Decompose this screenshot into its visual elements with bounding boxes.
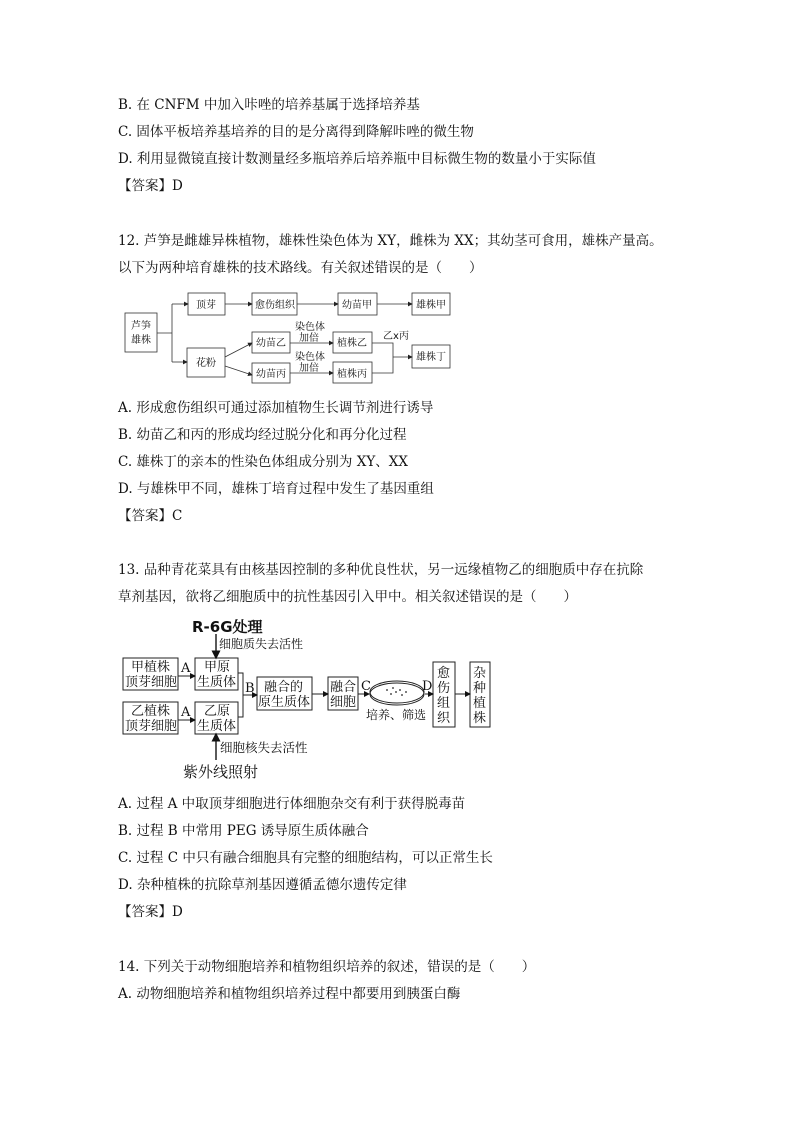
label-doubling: 加倍: [299, 363, 319, 374]
q13-option-b: B. 过程 B 中常用 PEG 诱导原生质体融合: [118, 823, 369, 839]
label-b: B: [245, 681, 255, 696]
label-a: A: [181, 705, 191, 720]
dish-colonies-icon: [386, 687, 407, 696]
q13-stem-1: 13. 品种青花菜具有由核基因控制的多种优良性状，另一远缘植物乙的细胞质中存在抗除: [118, 562, 644, 578]
q12-option-c: C. 雄株丁的亲本的性染色体组成分别为 XY、XX: [118, 454, 408, 470]
node-pollen: 花粉: [196, 358, 216, 369]
node-proto-b: 乙原: [204, 704, 231, 719]
label-c: C: [361, 679, 371, 694]
label-r6g: R-6G处理: [192, 618, 263, 636]
q11-answer: 【答案】D: [118, 178, 183, 194]
label-uv: 紫外线照射: [183, 763, 259, 781]
node-cell-a: 顶芽细胞: [125, 675, 178, 690]
node-seedling-b: 幼苗乙: [256, 338, 286, 349]
label-a: A: [181, 661, 191, 676]
node-callus: 愈伤组织: [255, 300, 295, 311]
label-doubling: 染色体: [295, 322, 325, 333]
node-hybrid: 株: [473, 711, 487, 726]
label-d: D: [422, 679, 433, 694]
node-hybrid: 植: [473, 696, 487, 711]
q13-stem-2: 草剂基因，欲将乙细胞质中的抗性基因引入甲中。相关叙述错误的是（ ）: [118, 589, 577, 605]
q13-option-a: A. 过程 A 中取顶芽细胞进行体细胞杂交有利于获得脱毒苗: [118, 796, 466, 812]
label-cyto-inactive: 细胞质失去活性: [219, 637, 304, 651]
node-proto-a: 甲原: [204, 660, 231, 675]
node-plant-c: 植株丙: [337, 369, 367, 380]
q11-option-b: B. 在 CNFM 中加入咔唑的培养基属于选择培养基: [118, 97, 420, 113]
node-cell-b: 乙植株: [131, 704, 171, 719]
q13-option-c: C. 过程 C 中只有融合细胞具有完整的细胞结构，可以正常生长: [118, 850, 493, 866]
label-culture: 培养、筛选: [366, 708, 427, 722]
node-start: 芦笋: [131, 321, 151, 332]
q13-option-d: D. 杂种植株的抗除草剂基因遵循孟德尔遗传定律: [118, 877, 407, 893]
q12-option-d: D. 与雄株甲不同，雄株丁培育过程中发生了基因重组: [118, 481, 434, 497]
node-proto-a: 生质体: [197, 675, 237, 690]
node-cell-a: 甲植株: [131, 660, 171, 675]
node-hybrid: 种: [473, 681, 487, 696]
q12-stem-2: 以下为两种培育雄株的技术路线。有关叙述错误的是（ ）: [118, 260, 483, 276]
node-plant-b: 植株乙: [337, 338, 367, 349]
node-fused-proto: 融合的: [264, 680, 304, 695]
q12-option-a: A. 形成愈伤组织可通过添加植物生长调节剂进行诱导: [118, 400, 434, 416]
q14-stem: 14. 下列关于动物细胞培养和植物组织培养的叙述，错误的是（ ）: [118, 959, 536, 975]
label-doubling: 加倍: [299, 333, 319, 344]
label-doubling: 染色体: [295, 352, 325, 363]
node-cell-b: 顶芽细胞: [125, 719, 178, 734]
label-cross: 乙x丙: [383, 331, 409, 342]
node-callus: 伤: [437, 681, 451, 696]
node-callus: 织: [437, 711, 451, 726]
node-proto-b: 生质体: [197, 719, 237, 734]
node-callus: 组: [437, 696, 451, 711]
node-seedling-a: 幼苗甲: [342, 300, 372, 311]
node-hybrid: 杂: [473, 666, 487, 681]
node-fused-cell: 融合: [330, 680, 357, 695]
q11-option-c: C. 固体平板培养基培养的目的是分离得到降解咔唑的微生物: [118, 124, 474, 140]
node-bud: 顶芽: [196, 300, 216, 311]
q12-answer: 【答案】C: [118, 508, 183, 524]
node-seedling-c: 幼苗丙: [256, 369, 286, 380]
q11-option-d: D. 利用显微镜直接计数测量经多瓶培养后培养瓶中目标微生物的数量小于实际值: [118, 151, 596, 167]
node-fused-proto: 原生质体: [258, 695, 311, 710]
q13-answer: 【答案】D: [118, 904, 183, 920]
node-male-a: 雄株甲: [416, 300, 446, 311]
node-fused-cell: 细胞: [330, 695, 357, 710]
node-start: 雄株: [131, 335, 151, 346]
q12-stem-1: 12. 芦笋是雌雄异株植物，雄株性染色体为 XY，雌株为 XX；其幼茎可食用，雄株产量高。: [118, 233, 663, 249]
q14-option-a: A. 动物细胞培养和植物组织培养过程中都要用到胰蛋白酶: [118, 986, 461, 1002]
node-callus: 愈: [437, 666, 451, 681]
q12-option-b: B. 幼苗乙和丙的形成均经过脱分化和再分化过程: [118, 427, 407, 443]
label-nucleus-inactive: 细胞核失去活性: [220, 740, 308, 755]
node-male-d: 雄株丁: [416, 352, 446, 363]
